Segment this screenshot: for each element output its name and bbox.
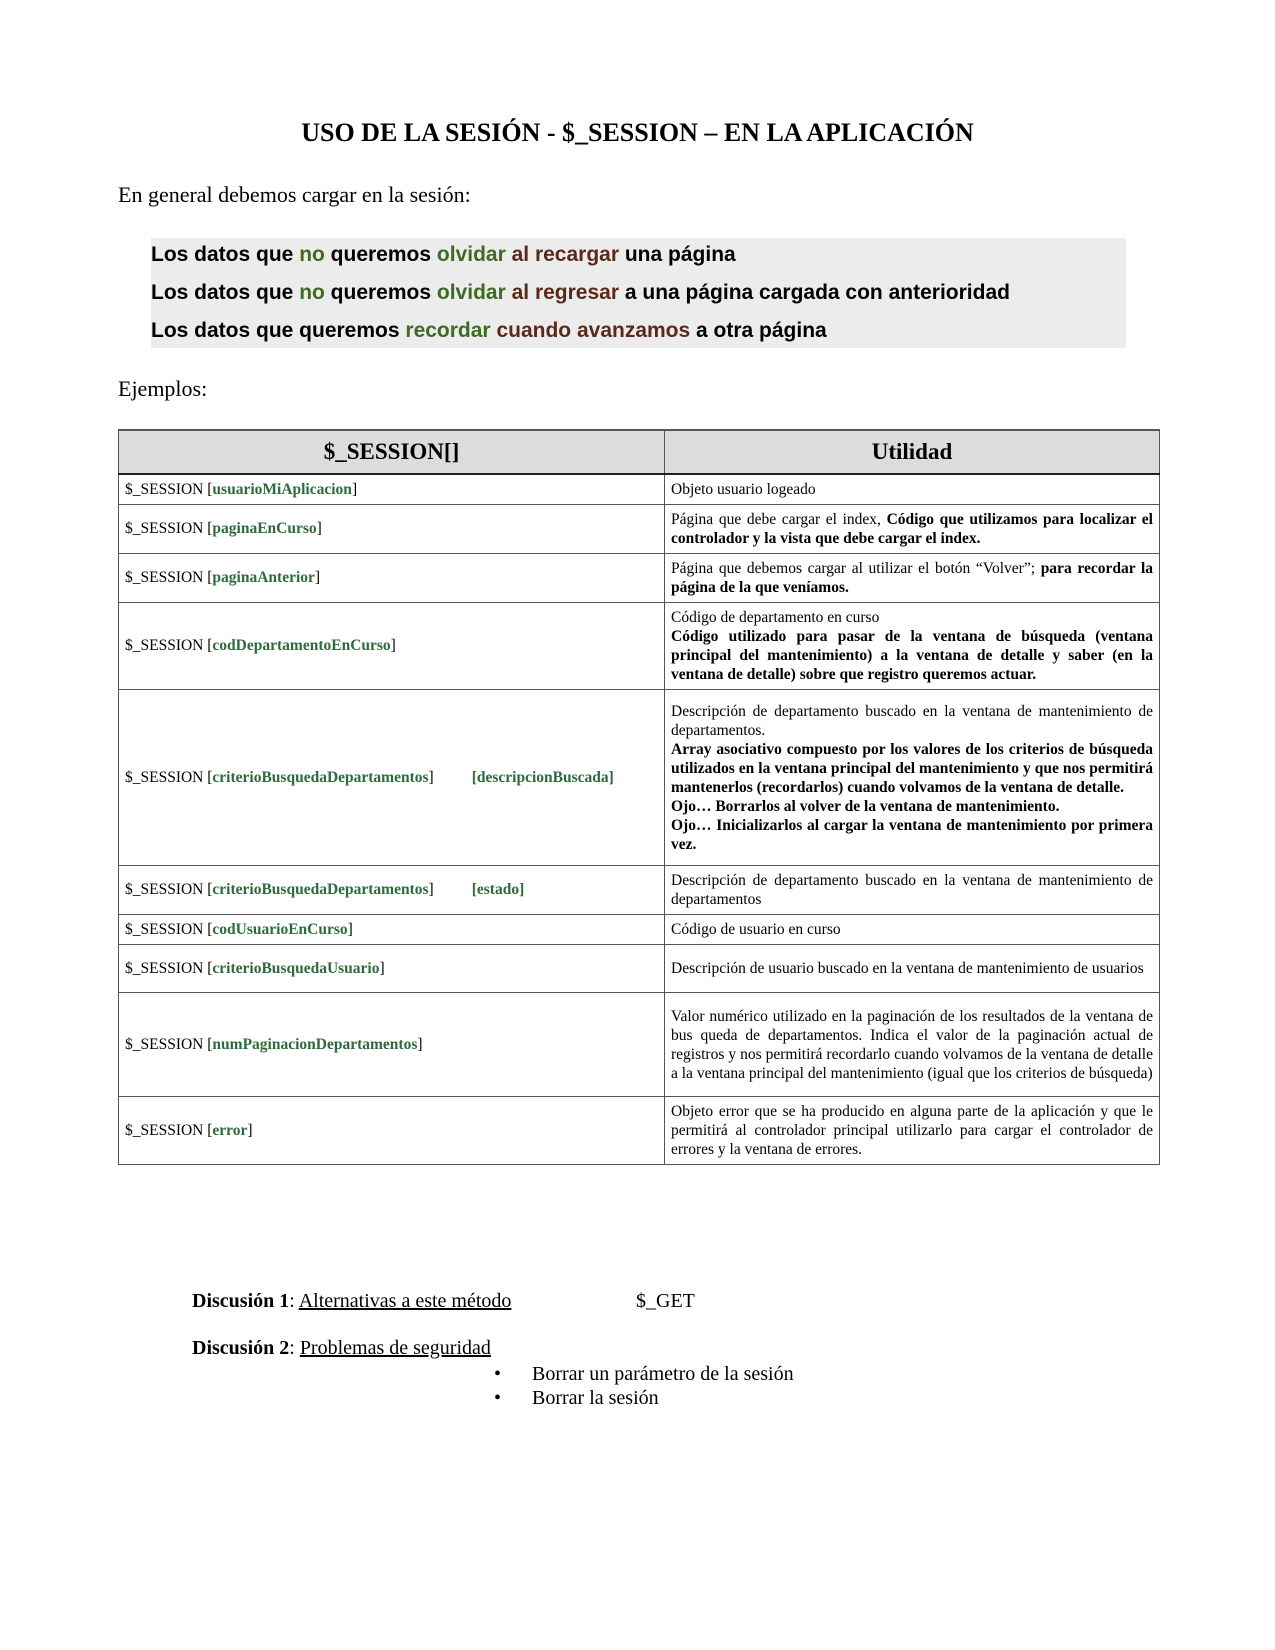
text: Los datos que (151, 281, 300, 304)
key-cell (119, 1097, 665, 1165)
value-cell (665, 554, 1160, 603)
key-cell (119, 474, 665, 505)
table-row (119, 993, 1160, 1097)
session-key: usuarioMiAplicacion (212, 480, 352, 498)
intro-text: En general debemos cargar en la sesión: (118, 182, 471, 207)
discussion-1 (192, 1290, 511, 1313)
highlight-line (151, 314, 1126, 352)
value-text: Objeto error que se ha producido en alguna parte de la aplicación y que le permitirá al controlador principal utilizarlo para cargar el controlador de errores y la ventana de errores. (671, 1103, 1153, 1158)
table-row (119, 915, 1160, 945)
value-bold-text: para recordar la página de la que veníamos. (671, 560, 1154, 596)
bracket: ] (316, 520, 322, 537)
text: a otra página (690, 319, 827, 342)
value-cell (665, 993, 1160, 1097)
discussion-topic: Alternativas a este método (298, 1290, 512, 1312)
text: Los datos que (151, 243, 300, 266)
table-row (119, 505, 1160, 554)
examples-label: Ejemplos: (118, 376, 208, 401)
session-key: error (212, 1121, 248, 1139)
discussion-topic: Problemas de seguridad (299, 1337, 491, 1359)
list-item-text: Borrar la sesión (532, 1387, 659, 1409)
table-row (119, 690, 1160, 866)
green-text: olvidar (436, 281, 506, 304)
key-cell (119, 690, 665, 866)
bracket: ] (347, 920, 353, 938)
green-text: recordar (405, 319, 491, 342)
prefix: $_SESSION [ (125, 1035, 213, 1053)
session-key: codDepartamentoEnCurso (212, 637, 391, 654)
session-key: criterioBusquedaDepartamentos (212, 881, 429, 898)
session-key: criterioBusquedaDepartamentos (212, 768, 429, 786)
table-header-row (119, 430, 1160, 474)
page-title: USO DE LA SESIÓN - $_SESSION – EN LA APLICACIÓN (301, 118, 974, 147)
separator: : (289, 1290, 299, 1312)
session-key: criterioBusquedaUsuario (212, 959, 380, 977)
table-row (119, 554, 1160, 603)
green-text: no (299, 281, 325, 304)
brown-text: al recargar (511, 243, 620, 266)
list-item (494, 1362, 794, 1386)
session-table (118, 429, 1160, 1165)
text: Los datos que queremos (151, 319, 406, 342)
discussion-label: Discusión 2 (192, 1337, 290, 1359)
value-text: Código de usuario en curso (671, 921, 841, 938)
prefix: $_SESSION [ (125, 881, 213, 898)
bracket: ] (379, 959, 385, 977)
prefix: $_SESSION [ (125, 520, 213, 537)
prefix: $_SESSION [ (125, 480, 213, 498)
value-text: Objeto usuario logeado (671, 481, 816, 498)
value-cell (665, 866, 1160, 915)
value-text: Descripción de departamento buscado en la ventana de mantenimiento de departamentos. (671, 702, 1153, 739)
value-bold-text: Array asociativo compuesto por los valores de los criterios de búsqueda utilizados en la ventana principal del mantenimiento y que nos permitirá mantenerlos (recordarlos) cuando volvamos de la ventana de detalle. (671, 740, 1153, 796)
value-cell (665, 1097, 1160, 1165)
value-cell (665, 474, 1160, 505)
key-cell (119, 993, 665, 1097)
key-cell (119, 505, 665, 554)
text: queremos (324, 281, 437, 304)
value-text: Página que debemos cargar al utilizar el botón “Volver”; (671, 560, 1041, 577)
header-session: $_SESSION[] (119, 430, 665, 474)
table-row (119, 603, 1160, 690)
prefix: $_SESSION [ (125, 569, 213, 586)
highlight-line (151, 238, 1126, 276)
bracket: ] (314, 569, 321, 586)
value-cell (665, 603, 1160, 690)
green-text: olvidar (436, 243, 506, 266)
prefix: $_SESSION [ (125, 959, 213, 977)
value-bold-text: Código que utilizamos para localizar el controlador y la vista que debe cargar el index. (671, 511, 1153, 547)
value-cell (665, 505, 1160, 554)
value-text: Página que debe cargar el index, (671, 511, 887, 528)
bracket: ] (247, 1121, 253, 1139)
bracket: ] (428, 768, 434, 786)
value-cell (665, 945, 1160, 993)
brown-text: cuando avanzamos (496, 319, 691, 342)
session-subkey: [descripcionBuscada] (471, 768, 614, 786)
table-row (119, 1097, 1160, 1165)
text: queremos (324, 243, 437, 266)
bracket: ] (417, 1035, 423, 1053)
value-cell (665, 690, 1160, 866)
prefix: $_SESSION [ (125, 1121, 213, 1139)
session-key: codUsuarioEnCurso (212, 920, 348, 938)
text: a una página cargada con anterioridad (619, 281, 1010, 304)
session-subkey: [estado] (471, 881, 525, 898)
bracket: ] (351, 480, 358, 498)
value-cell (665, 915, 1160, 945)
bracket: ] (390, 637, 396, 654)
header-utilidad: Utilidad (665, 430, 1160, 474)
bullet-list (494, 1362, 794, 1410)
table-row (119, 474, 1160, 505)
session-key: paginaEnCurso (212, 520, 317, 537)
highlight-box (151, 238, 1126, 348)
highlight-line (151, 276, 1126, 314)
prefix: $_SESSION [ (125, 920, 213, 938)
brown-text: al regresar (511, 281, 620, 304)
key-cell (119, 554, 665, 603)
text: una página (619, 243, 736, 266)
table-row (119, 945, 1160, 993)
session-key: paginaAnterior (212, 569, 315, 586)
value-bold-text: Ojo… Borrarlos al volver de la ventana de mantenimiento. (671, 797, 1060, 815)
value-bold-text: Ojo… Inicializarlos al cargar la ventana de mantenimiento por primera vez. (671, 816, 1153, 853)
session-key: numPaginacionDepartamentos (212, 1035, 418, 1053)
discussion-1-note: $_GET (636, 1290, 695, 1312)
green-text: no (299, 243, 325, 266)
bracket: ] (428, 881, 434, 898)
prefix: $_SESSION [ (125, 768, 213, 786)
value-text: Código de departamento en curso (671, 609, 880, 626)
value-bold-text: Código utilizado para pasar de la ventana de búsqueda (ventana principal del mantenimiento) a la ventana de detalle y saber (en la ventana de detalle) sobre que registro queremos actuar. (671, 628, 1153, 683)
key-cell (119, 603, 665, 690)
table-row (119, 866, 1160, 915)
separator: : (289, 1337, 300, 1359)
bullet-icon: • (494, 1387, 502, 1409)
list-item-text: Borrar un parámetro de la sesión (532, 1363, 794, 1385)
value-text: Descripción de departamento buscado en la ventana de mantenimiento de departamentos (671, 872, 1153, 908)
discussion-2 (192, 1337, 491, 1360)
value-text: Valor numérico utilizado en la paginación de los resultados de la ventana de bus queda de departamentos. Indica el valor de la paginación actual de registros y nos permitirá recordarlo cuando volvamos de la ventana de detalle a la ventana principal del mantenimiento (igual que los criterios de búsqueda) (671, 1007, 1153, 1082)
prefix: $_SESSION [ (125, 637, 213, 654)
value-text: Descripción de usuario buscado en la ventana de mantenimiento de usuarios (671, 960, 1144, 977)
bullet-icon: • (494, 1363, 502, 1385)
list-item (494, 1386, 794, 1410)
key-cell (119, 915, 665, 945)
discussion-label: Discusión 1 (192, 1290, 290, 1312)
key-cell (119, 945, 665, 993)
key-cell (119, 866, 665, 915)
